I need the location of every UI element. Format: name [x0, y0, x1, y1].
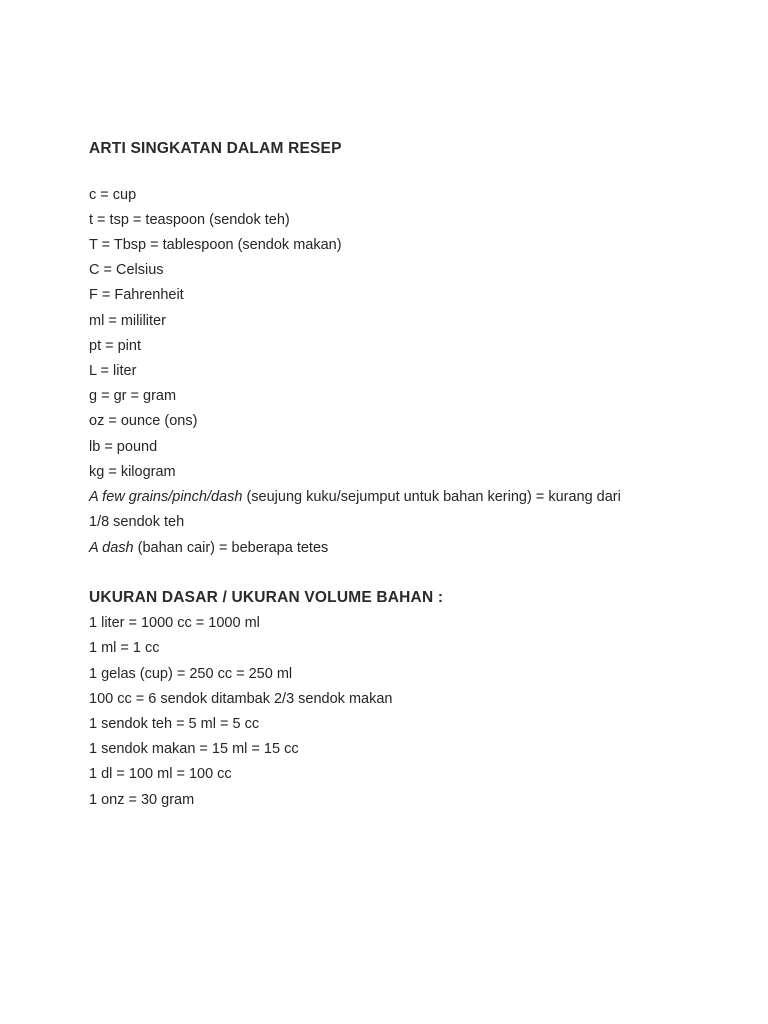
- volume-item: 1 sendok teh = 5 ml = 5 cc: [89, 716, 260, 732]
- abbreviation-item: kg = kilogram: [89, 464, 176, 480]
- abbreviation-item: oz = ounce (ons): [89, 413, 198, 429]
- abbreviation-item: pt = pint: [89, 338, 141, 354]
- abbreviation-item: L = liter: [89, 363, 137, 379]
- section-heading-volume: UKURAN DASAR / UKURAN VOLUME BAHAN :: [89, 589, 444, 606]
- volume-item: 1 ml = 1 cc: [89, 640, 160, 656]
- abbreviation-item: t = tsp = teaspoon (sendok teh): [89, 212, 290, 228]
- abbreviation-item: lb = pound: [89, 439, 158, 455]
- volume-item: 100 cc = 6 sendok ditambak 2/3 sendok makan: [89, 691, 393, 707]
- pinch-description: (seujung kuku/sejumput untuk bahan kering) = kurang dari: [242, 489, 621, 505]
- abbreviation-item: g = gr = gram: [89, 388, 177, 404]
- dash-definition: [89, 539, 328, 557]
- pinch-definition: [89, 488, 621, 506]
- abbreviation-item: ml = mililiter: [89, 313, 166, 329]
- volume-item: 1 liter = 1000 cc = 1000 ml: [89, 615, 260, 631]
- pinch-definition-continuation: 1/8 sendok teh: [89, 514, 185, 530]
- volume-item: 1 gelas (cup) = 250 cc = 250 ml: [89, 666, 293, 682]
- dash-description: (bahan cair) = beberapa tetes: [133, 540, 329, 556]
- abbreviation-item: C = Celsius: [89, 262, 164, 278]
- volume-item: 1 dl = 100 ml = 100 cc: [89, 766, 232, 782]
- abbreviation-item: c = cup: [89, 187, 137, 203]
- dash-term: A dash: [89, 540, 134, 556]
- section-heading-abbreviations: ARTI SINGKATAN DALAM RESEP: [89, 140, 342, 157]
- abbreviation-item: T = Tbsp = tablespoon (sendok makan): [89, 237, 342, 253]
- volume-item: 1 onz = 30 gram: [89, 792, 195, 808]
- pinch-term: A few grains/pinch/dash: [89, 489, 243, 505]
- abbreviation-item: F = Fahrenheit: [89, 287, 184, 303]
- volume-item: 1 sendok makan = 15 ml = 15 cc: [89, 741, 299, 757]
